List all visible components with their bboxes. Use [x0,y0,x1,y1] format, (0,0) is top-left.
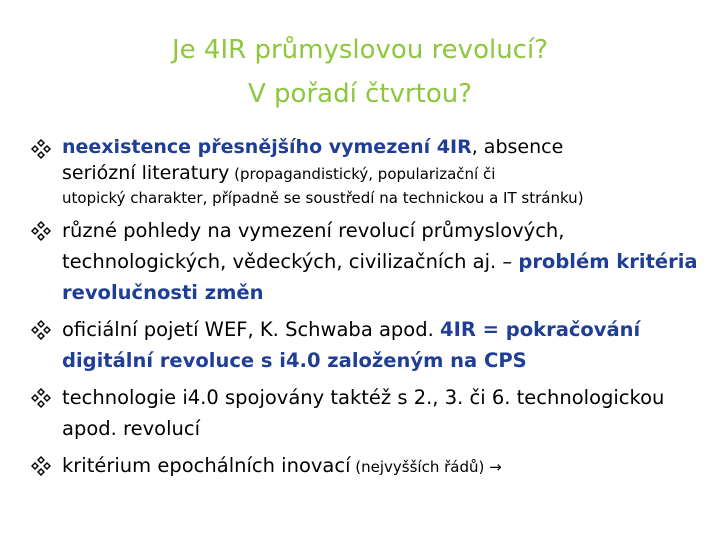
four-diamond-bullet-icon [30,220,52,242]
bullet-list [30,134,710,489]
title-line-1: Je 4IR průmyslovou revolucí? [172,35,548,65]
bullet-1-bold: neexistence přesnějšího vymezení 4IR [62,136,472,158]
bullet-item-1 [30,134,710,209]
bullet-2-text: různé pohledy na vymezení revolucí průmyslových, technologických, vědeckých, civilizačních aj. – [62,219,565,273]
bullet-1-text-2: seriózní literatury [62,162,230,184]
slide-title [0,28,720,116]
bullet-item-4 [30,382,710,444]
four-diamond-bullet-icon [30,138,52,160]
bullet-5-small: (nejvyšších řádů) → [350,458,502,476]
four-diamond-bullet-icon [30,387,52,409]
title-line-2: V pořadí čtvrtou? [247,79,473,109]
bullet-item-5 [30,450,710,483]
bullet-1-text-1: , absence [471,136,564,158]
four-diamond-bullet-icon [30,319,52,341]
bullet-1-paren-1: (propagandistický, popularizační či [229,165,496,183]
bullet-item-2 [30,215,710,308]
bullet-5-text: kritérium epochálních inovací [62,454,351,477]
bullet-2-bold: problém kritéria revolučnosti změn [62,250,698,304]
four-diamond-bullet-icon [30,455,52,477]
bullet-item-3 [30,314,710,376]
bullet-4-text: technologie i4.0 spojovány taktéž s 2., 3. či 6. technologickou apod. revolucí [62,386,665,440]
bullet-3-bold: 4IR = pokračování digitální revoluce s i4.0 založeným na CPS [62,318,641,372]
bullet-3-text: oficiální pojetí WEF, K. Schwaba apod. [62,318,440,341]
bullet-1-paren-2: utopický charakter, případně se soustředí na technickou a IT stránku) [62,189,584,207]
